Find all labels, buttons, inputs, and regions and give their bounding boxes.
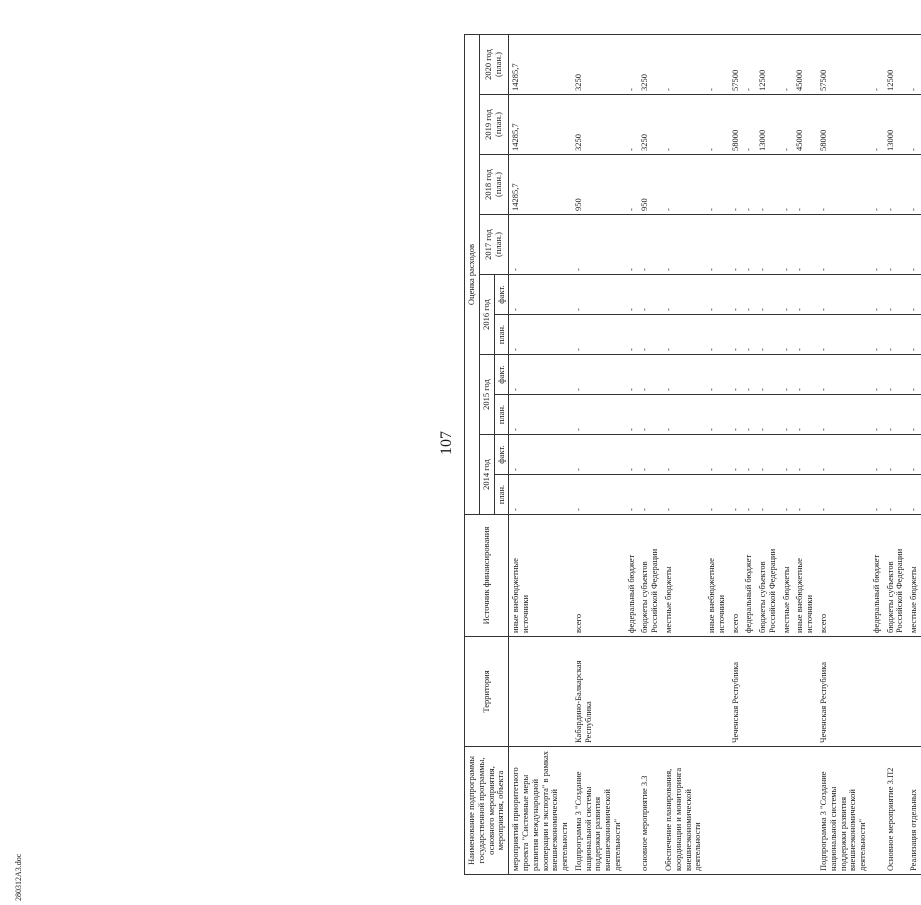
row-value: - bbox=[572, 275, 625, 315]
row-value: - bbox=[662, 215, 705, 275]
row-value: 58000 bbox=[817, 95, 870, 155]
row-value: - bbox=[742, 315, 756, 355]
row-source: федеральный бюджет bbox=[870, 515, 884, 637]
row-value: - bbox=[662, 315, 705, 355]
table-header bbox=[465, 35, 509, 875]
row-value: - bbox=[705, 35, 729, 95]
header-2018: 2018 год (план.) bbox=[479, 155, 509, 215]
row-value: - bbox=[870, 155, 884, 215]
row-value: - bbox=[625, 355, 639, 395]
row-value: - bbox=[793, 435, 817, 475]
row-value: - bbox=[705, 355, 729, 395]
row-value: - bbox=[907, 95, 921, 155]
row-territory: Чеченская Республика bbox=[817, 637, 870, 747]
row-value: 950 bbox=[638, 155, 662, 215]
row-value: 14285,7 bbox=[509, 35, 572, 95]
row-value: - bbox=[793, 395, 817, 435]
row-value: - bbox=[729, 315, 743, 355]
row-value: - bbox=[780, 355, 794, 395]
row-value: - bbox=[742, 95, 756, 155]
row-value: - bbox=[625, 275, 639, 315]
row-value: - bbox=[780, 435, 794, 475]
row-value: - bbox=[756, 315, 780, 355]
header-territory: Территория bbox=[465, 637, 509, 747]
row-value: - bbox=[780, 155, 794, 215]
row-value: - bbox=[625, 215, 639, 275]
row-value: - bbox=[756, 475, 780, 515]
row-source: местные бюджеты bbox=[907, 515, 921, 637]
row-value: - bbox=[793, 315, 817, 355]
table-row bbox=[870, 35, 884, 875]
row-territory bbox=[756, 637, 780, 747]
row-value: - bbox=[756, 395, 780, 435]
row-value: - bbox=[638, 275, 662, 315]
row-value: - bbox=[817, 215, 870, 275]
row-value: - bbox=[780, 95, 794, 155]
row-value: - bbox=[793, 475, 817, 515]
row-territory bbox=[907, 637, 921, 747]
row-value: - bbox=[638, 215, 662, 275]
row-name: Основное мероприятие 3.П2 bbox=[884, 747, 908, 875]
row-value: - bbox=[729, 395, 743, 435]
row-value: - bbox=[742, 35, 756, 95]
header-2014: 2014 год bbox=[479, 435, 494, 515]
row-value: - bbox=[780, 275, 794, 315]
row-source: иные внебюджетные источники bbox=[705, 515, 729, 637]
row-value: - bbox=[907, 35, 921, 95]
row-value: - bbox=[817, 395, 870, 435]
row-value: 13000 bbox=[884, 95, 908, 155]
row-name bbox=[705, 747, 729, 875]
row-value: - bbox=[729, 275, 743, 315]
table-row bbox=[780, 35, 794, 875]
header-2019: 2019 год (план.) bbox=[479, 95, 509, 155]
header-fact: факт. bbox=[494, 435, 509, 475]
header-plan: план. bbox=[494, 395, 509, 435]
row-territory bbox=[742, 637, 756, 747]
row-value: - bbox=[729, 355, 743, 395]
row-value: - bbox=[572, 395, 625, 435]
row-value: 14285,7 bbox=[509, 155, 572, 215]
table-row bbox=[662, 35, 705, 875]
row-value: - bbox=[705, 95, 729, 155]
row-value: - bbox=[705, 315, 729, 355]
row-value: 57500 bbox=[729, 35, 743, 95]
row-territory bbox=[625, 637, 639, 747]
table-row bbox=[817, 35, 870, 875]
row-source: федеральный бюджет bbox=[742, 515, 756, 637]
row-territory: Чеченская Республика bbox=[729, 637, 743, 747]
budget-table bbox=[464, 34, 921, 875]
row-value: - bbox=[756, 215, 780, 275]
header-fact: факт. bbox=[494, 355, 509, 395]
row-value: - bbox=[509, 315, 572, 355]
row-value: - bbox=[625, 35, 639, 95]
row-source: местные бюджеты bbox=[662, 515, 705, 637]
row-value: - bbox=[907, 355, 921, 395]
row-value: - bbox=[884, 215, 908, 275]
row-value: 12500 bbox=[756, 35, 780, 95]
row-value: - bbox=[742, 475, 756, 515]
row-value: - bbox=[742, 215, 756, 275]
row-value: - bbox=[907, 435, 921, 475]
row-value: - bbox=[870, 315, 884, 355]
row-value: - bbox=[793, 275, 817, 315]
row-value: - bbox=[729, 475, 743, 515]
row-value: - bbox=[756, 155, 780, 215]
header-name: Наименование подпрограммы государственной программы, основного мероприятия, мероприятия, объекта bbox=[465, 747, 509, 875]
row-value: - bbox=[572, 435, 625, 475]
row-value: - bbox=[662, 355, 705, 395]
row-value: - bbox=[509, 475, 572, 515]
row-value: 14285,7 bbox=[509, 95, 572, 155]
header-2017: 2017 год (план.) bbox=[479, 215, 509, 275]
header-source: Источник финансирования bbox=[465, 515, 509, 637]
row-value: - bbox=[817, 275, 870, 315]
row-value: - bbox=[638, 355, 662, 395]
row-source: местные бюджеты bbox=[780, 515, 794, 637]
table-row bbox=[625, 35, 639, 875]
row-value: - bbox=[780, 395, 794, 435]
row-value: - bbox=[884, 435, 908, 475]
table-row bbox=[705, 35, 729, 875]
row-value: - bbox=[793, 155, 817, 215]
row-name: Обеспечение планирования, координации и мониторинга внешнеэкономической деятельности bbox=[662, 747, 705, 875]
row-value: 950 bbox=[572, 155, 625, 215]
table-row bbox=[907, 35, 921, 875]
row-value: 3250 bbox=[638, 35, 662, 95]
row-name bbox=[729, 747, 743, 875]
row-value: - bbox=[572, 475, 625, 515]
row-name: основное мероприятие 3.3 bbox=[638, 747, 662, 875]
row-value: 13000 bbox=[756, 95, 780, 155]
header-plan: план. bbox=[494, 475, 509, 515]
row-value: - bbox=[572, 315, 625, 355]
row-value: - bbox=[907, 215, 921, 275]
table-row bbox=[742, 35, 756, 875]
row-value: - bbox=[870, 355, 884, 395]
row-name bbox=[756, 747, 780, 875]
row-value: - bbox=[729, 215, 743, 275]
row-value: - bbox=[870, 435, 884, 475]
row-source: всего bbox=[572, 515, 625, 637]
table-row bbox=[756, 35, 780, 875]
row-value: - bbox=[662, 395, 705, 435]
row-value: - bbox=[870, 275, 884, 315]
row-territory bbox=[509, 637, 572, 747]
row-value: - bbox=[509, 435, 572, 475]
header-2020: 2020 год (план.) bbox=[479, 35, 509, 95]
row-value: - bbox=[662, 475, 705, 515]
row-value: - bbox=[756, 355, 780, 395]
page-number: 107 bbox=[438, 431, 455, 455]
header-2016: 2016 год bbox=[479, 275, 494, 355]
row-value: - bbox=[572, 355, 625, 395]
row-source: всего bbox=[817, 515, 870, 637]
row-territory bbox=[870, 637, 884, 747]
row-value: - bbox=[742, 395, 756, 435]
row-value: - bbox=[884, 475, 908, 515]
row-value: - bbox=[907, 315, 921, 355]
row-value: - bbox=[742, 435, 756, 475]
row-value: - bbox=[780, 315, 794, 355]
row-name: Подпрограмма 3 "Создание национальной системы поддержки развития внешнеэкономической деятельности" bbox=[572, 747, 625, 875]
row-value: - bbox=[817, 435, 870, 475]
row-value: - bbox=[705, 215, 729, 275]
row-value: - bbox=[907, 155, 921, 215]
row-name bbox=[780, 747, 794, 875]
row-value: - bbox=[742, 155, 756, 215]
row-value: 3250 bbox=[572, 95, 625, 155]
row-value: - bbox=[705, 155, 729, 215]
row-value: - bbox=[793, 215, 817, 275]
header-plan: план. bbox=[494, 315, 509, 355]
row-value: 12500 bbox=[884, 35, 908, 95]
row-value: - bbox=[625, 155, 639, 215]
row-value: - bbox=[662, 95, 705, 155]
row-value: - bbox=[729, 435, 743, 475]
row-value: - bbox=[817, 355, 870, 395]
row-value: - bbox=[780, 475, 794, 515]
row-value: - bbox=[625, 475, 639, 515]
row-value: - bbox=[509, 275, 572, 315]
row-value: - bbox=[742, 275, 756, 315]
row-value: - bbox=[625, 315, 639, 355]
row-value: - bbox=[870, 395, 884, 435]
header-fact: факт. bbox=[494, 275, 509, 315]
row-name bbox=[870, 747, 884, 875]
row-value: - bbox=[625, 395, 639, 435]
row-value: - bbox=[705, 475, 729, 515]
row-source: федеральный бюджет bbox=[625, 515, 639, 637]
row-value: 45000 bbox=[793, 95, 817, 155]
row-value: - bbox=[780, 35, 794, 95]
row-value: - bbox=[705, 275, 729, 315]
row-value: - bbox=[742, 355, 756, 395]
row-value: - bbox=[907, 275, 921, 315]
row-value: - bbox=[662, 155, 705, 215]
row-territory bbox=[780, 637, 794, 747]
row-value: - bbox=[817, 315, 870, 355]
row-source: бюджеты субъектов Российской Федерации bbox=[756, 515, 780, 637]
table-row bbox=[572, 35, 625, 875]
row-territory bbox=[884, 637, 908, 747]
table-body bbox=[509, 35, 921, 875]
table-row bbox=[884, 35, 908, 875]
row-territory bbox=[662, 637, 705, 747]
row-source: иные внебюджетные источники bbox=[509, 515, 572, 637]
row-value: - bbox=[884, 275, 908, 315]
row-value: - bbox=[625, 95, 639, 155]
row-value: - bbox=[509, 395, 572, 435]
row-value: - bbox=[756, 275, 780, 315]
row-value: - bbox=[625, 435, 639, 475]
row-value: 3250 bbox=[572, 35, 625, 95]
row-value: - bbox=[638, 315, 662, 355]
table-row bbox=[793, 35, 817, 875]
row-value: - bbox=[572, 215, 625, 275]
row-value: - bbox=[729, 155, 743, 215]
row-value: 58000 bbox=[729, 95, 743, 155]
row-name bbox=[742, 747, 756, 875]
row-value: - bbox=[884, 155, 908, 215]
row-territory bbox=[705, 637, 729, 747]
row-value: 57500 bbox=[817, 35, 870, 95]
row-source: всего bbox=[729, 515, 743, 637]
row-value: - bbox=[638, 395, 662, 435]
row-name: Подпрограмма 3 "Создание национальной системы поддержки развития внешнеэкономической деятельности" bbox=[817, 747, 870, 875]
row-name: Реализация отдельных bbox=[907, 747, 921, 875]
row-value: 45000 bbox=[793, 35, 817, 95]
row-value: - bbox=[884, 315, 908, 355]
row-value: - bbox=[907, 475, 921, 515]
table-row bbox=[729, 35, 743, 875]
row-source: бюджеты субъектов Российской Федерации bbox=[638, 515, 662, 637]
table-row bbox=[509, 35, 572, 875]
row-value: - bbox=[793, 355, 817, 395]
row-territory bbox=[638, 637, 662, 747]
row-value: - bbox=[907, 395, 921, 435]
row-value: - bbox=[780, 215, 794, 275]
row-value: - bbox=[756, 435, 780, 475]
row-territory bbox=[793, 637, 817, 747]
row-value: - bbox=[870, 35, 884, 95]
row-value: 3250 bbox=[638, 95, 662, 155]
row-value: - bbox=[870, 95, 884, 155]
row-value: - bbox=[662, 35, 705, 95]
header-estimate: Оценка расходов bbox=[465, 35, 480, 515]
row-value: - bbox=[638, 475, 662, 515]
row-value: - bbox=[870, 475, 884, 515]
header-2015: 2015 год bbox=[479, 355, 494, 435]
row-source: бюджеты субъектов Российской Федерации bbox=[884, 515, 908, 637]
row-value: - bbox=[817, 475, 870, 515]
row-value: - bbox=[662, 435, 705, 475]
row-name bbox=[793, 747, 817, 875]
row-value: - bbox=[870, 215, 884, 275]
row-name bbox=[625, 747, 639, 875]
document-id: 280312A3.doc bbox=[14, 853, 23, 901]
row-value: - bbox=[662, 275, 705, 315]
row-value: - bbox=[817, 155, 870, 215]
row-value: - bbox=[705, 435, 729, 475]
row-name: мероприятий приоритетного проекта "Системные меры развития международной кооперации и экспорта" в рамках внешнеэкономической деятельности bbox=[509, 747, 572, 875]
row-territory: Кабардино-Балкарская Республика bbox=[572, 637, 625, 747]
row-value: - bbox=[884, 395, 908, 435]
row-value: - bbox=[638, 435, 662, 475]
table-row bbox=[638, 35, 662, 875]
row-value: - bbox=[509, 355, 572, 395]
row-value: - bbox=[509, 215, 572, 275]
row-value: - bbox=[884, 355, 908, 395]
row-value: - bbox=[705, 395, 729, 435]
row-source: иные внебюджетные источники bbox=[793, 515, 817, 637]
